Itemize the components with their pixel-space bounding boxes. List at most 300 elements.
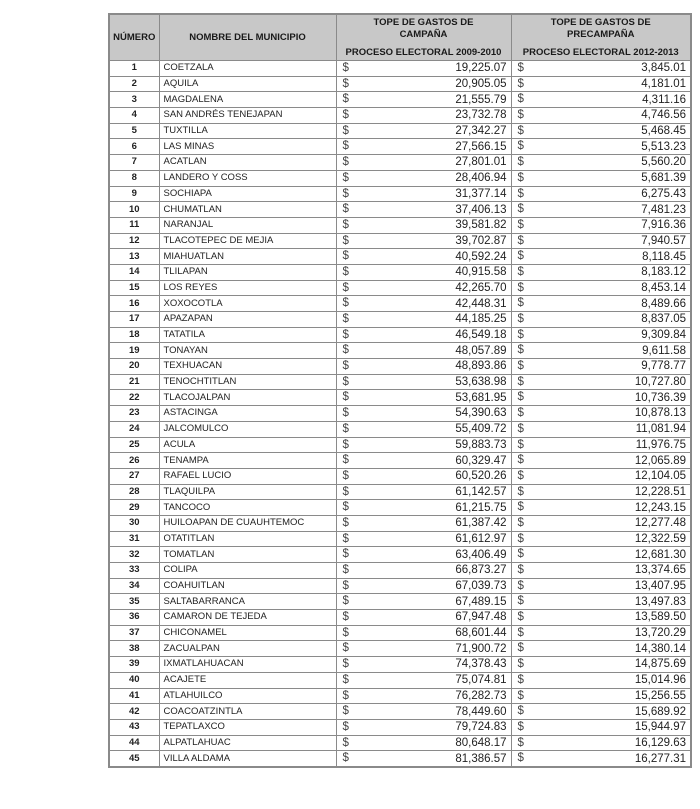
municipio-name: TOMATLAN (159, 547, 336, 563)
precampana-cell (511, 217, 691, 233)
currency-symbol: $ (342, 579, 349, 592)
precampana-amount: 12,228.51 (634, 485, 686, 498)
campana-cell (336, 735, 511, 751)
table-row (109, 657, 691, 673)
row-number: 13 (109, 249, 159, 265)
header-precampana (511, 14, 691, 61)
currency-symbol: $ (342, 548, 349, 561)
campana-cell (336, 563, 511, 579)
row-number: 12 (109, 233, 159, 249)
table-row (109, 76, 691, 92)
table-row (109, 500, 691, 516)
currency-symbol: $ (517, 109, 524, 122)
campana-amount: 23,732.78 (455, 109, 507, 122)
row-number: 9 (109, 186, 159, 202)
currency-symbol: $ (342, 752, 349, 765)
precampana-cell (511, 108, 691, 124)
campana-amount: 40,915.58 (455, 266, 507, 279)
currency-symbol: $ (342, 140, 349, 153)
precampana-amount: 5,468.45 (641, 125, 686, 138)
campana-cell (336, 359, 511, 375)
currency-symbol: $ (342, 124, 349, 137)
campana-cell (336, 233, 511, 249)
precampana-cell (511, 484, 691, 500)
row-number: 37 (109, 625, 159, 641)
currency-symbol: $ (342, 218, 349, 231)
precampana-amount: 12,277.48 (634, 517, 686, 530)
campana-cell (336, 500, 511, 516)
municipio-name: COETZALA (159, 61, 336, 77)
precampana-cell (511, 515, 691, 531)
currency-symbol: $ (517, 281, 524, 294)
currency-symbol: $ (517, 469, 524, 482)
municipio-name: TEXHUACAN (159, 359, 336, 375)
currency-symbol: $ (342, 234, 349, 247)
municipio-name: VILLA ALDAMA (159, 751, 336, 767)
currency-symbol: $ (517, 93, 524, 106)
currency-symbol: $ (517, 642, 524, 655)
campana-amount: 75,074.81 (455, 674, 507, 687)
precampana-amount: 11,976.75 (635, 438, 686, 451)
campana-amount: 61,215.75 (455, 501, 507, 514)
municipio-name: RAFAEL LUCIO (159, 468, 336, 484)
row-number: 2 (109, 76, 159, 92)
precampana-cell (511, 657, 691, 673)
currency-symbol: $ (342, 171, 349, 184)
row-number: 1 (109, 61, 159, 77)
header-campana-line2: CAMPAÑA (399, 28, 448, 40)
table-row (109, 186, 691, 202)
campana-amount: 61,612.97 (455, 532, 507, 545)
currency-symbol: $ (342, 109, 349, 122)
table-body (109, 61, 691, 767)
precampana-cell (511, 296, 691, 312)
currency-symbol: $ (342, 595, 349, 608)
precampana-amount: 7,916.36 (641, 219, 686, 232)
precampana-cell (511, 61, 691, 77)
currency-symbol: $ (517, 218, 524, 231)
campana-amount: 39,702.87 (455, 234, 507, 247)
campana-amount: 55,409.72 (455, 423, 507, 436)
table-row (109, 359, 691, 375)
precampana-cell (511, 406, 691, 422)
campana-cell (336, 672, 511, 688)
precampana-cell (511, 92, 691, 108)
table-row (109, 233, 691, 249)
table-row (109, 751, 691, 767)
campana-cell (336, 264, 511, 280)
currency-symbol: $ (517, 516, 524, 529)
precampana-cell (511, 688, 691, 704)
campana-amount: 61,142.57 (455, 485, 507, 498)
currency-symbol: $ (517, 595, 524, 608)
campana-amount: 79,724.83 (455, 721, 507, 734)
currency-symbol: $ (342, 485, 349, 498)
municipio-name: CHUMATLAN (159, 202, 336, 218)
currency-symbol: $ (517, 124, 524, 137)
currency-symbol: $ (517, 438, 524, 451)
row-number: 36 (109, 610, 159, 626)
municipio-name: MAGDALENA (159, 92, 336, 108)
row-number: 31 (109, 531, 159, 547)
currency-symbol: $ (517, 375, 524, 388)
currency-symbol: $ (342, 720, 349, 733)
currency-symbol: $ (342, 187, 349, 200)
precampana-cell (511, 312, 691, 328)
campana-cell (336, 657, 511, 673)
precampana-cell (511, 123, 691, 139)
currency-symbol: $ (342, 360, 349, 373)
precampana-amount: 13,497.83 (634, 595, 686, 608)
municipio-name: TLACOJALPAN (159, 390, 336, 406)
campana-cell (336, 437, 511, 453)
municipio-name: XOXOCOTLA (159, 296, 336, 312)
campana-amount: 60,520.26 (455, 470, 507, 483)
tope-gastos-table (108, 13, 692, 768)
row-number: 34 (109, 578, 159, 594)
row-number: 16 (109, 296, 159, 312)
currency-symbol: $ (342, 77, 349, 90)
currency-symbol: $ (342, 438, 349, 451)
table-row (109, 202, 691, 218)
precampana-cell (511, 390, 691, 406)
currency-symbol: $ (342, 407, 349, 420)
header-numero: NÚMERO (109, 14, 159, 61)
campana-cell (336, 751, 511, 767)
campana-cell (336, 610, 511, 626)
currency-symbol: $ (342, 626, 349, 639)
row-number: 29 (109, 500, 159, 516)
precampana-amount: 8,453.14 (641, 281, 686, 294)
precampana-amount: 15,014.96 (634, 674, 686, 687)
precampana-amount: 9,778.77 (641, 360, 686, 373)
campana-cell (336, 217, 511, 233)
currency-symbol: $ (517, 673, 524, 686)
campana-amount: 19,225.07 (455, 62, 507, 75)
campana-cell (336, 547, 511, 563)
campana-cell (336, 484, 511, 500)
municipio-name: LANDERO Y COSS (159, 170, 336, 186)
precampana-cell (511, 610, 691, 626)
campana-cell (336, 312, 511, 328)
campana-amount: 61,387.42 (455, 517, 507, 530)
row-number: 33 (109, 563, 159, 579)
precampana-amount: 12,065.89 (634, 454, 686, 467)
municipio-name: HUILOAPAN DE CUAUHTEMOC (159, 515, 336, 531)
campana-amount: 27,342.27 (455, 125, 507, 138)
precampana-amount: 12,681.30 (634, 548, 686, 561)
row-number: 23 (109, 406, 159, 422)
precampana-amount: 16,129.63 (634, 736, 686, 749)
campana-cell (336, 108, 511, 124)
header-municipio: NOMBRE DEL MUNICIPIO (159, 14, 336, 61)
precampana-amount: 16,277.31 (634, 752, 686, 765)
currency-symbol: $ (342, 62, 349, 74)
currency-symbol: $ (342, 391, 349, 404)
table-row (109, 374, 691, 390)
municipio-name: TATATILA (159, 327, 336, 343)
row-number: 38 (109, 641, 159, 657)
currency-symbol: $ (517, 140, 524, 153)
table-row (109, 217, 691, 233)
precampana-cell (511, 453, 691, 469)
precampana-amount: 5,560.20 (641, 156, 686, 169)
currency-symbol: $ (342, 203, 349, 216)
currency-symbol: $ (517, 265, 524, 278)
campana-cell (336, 468, 511, 484)
campana-cell (336, 719, 511, 735)
precampana-amount: 13,589.50 (634, 611, 686, 624)
precampana-cell (511, 594, 691, 610)
table-row (109, 296, 691, 312)
currency-symbol: $ (517, 234, 524, 247)
row-number: 41 (109, 688, 159, 704)
row-number: 8 (109, 170, 159, 186)
precampana-amount: 6,275.43 (641, 187, 686, 200)
precampana-cell (511, 327, 691, 343)
precampana-cell (511, 468, 691, 484)
municipio-name: SOCHIAPA (159, 186, 336, 202)
campana-cell (336, 61, 511, 77)
precampana-cell (511, 578, 691, 594)
table-row (109, 421, 691, 437)
table-row (109, 390, 691, 406)
precampana-amount: 8,837.05 (641, 313, 686, 326)
header-precampana-line1: TOPE DE GASTOS DE (550, 16, 651, 28)
campana-amount: 60,329.47 (455, 454, 507, 467)
row-number: 22 (109, 390, 159, 406)
row-number: 42 (109, 704, 159, 720)
currency-symbol: $ (342, 344, 349, 357)
currency-symbol: $ (517, 391, 524, 404)
campana-amount: 39,581.82 (455, 219, 507, 232)
campana-amount: 42,448.31 (455, 297, 507, 310)
campana-amount: 20,905.05 (455, 78, 507, 91)
table-row (109, 264, 691, 280)
campana-cell (336, 139, 511, 155)
municipio-name: ATLAHUILCO (159, 688, 336, 704)
campana-cell (336, 594, 511, 610)
currency-symbol: $ (342, 250, 349, 263)
currency-symbol: $ (517, 203, 524, 216)
campana-amount: 80,648.17 (455, 736, 507, 749)
precampana-amount: 8,118.45 (642, 250, 686, 263)
campana-amount: 44,185.25 (455, 313, 507, 326)
header-campana-sub: PROCESO ELECTORAL 2009-2010 (345, 46, 502, 58)
currency-symbol: $ (342, 736, 349, 749)
currency-symbol: $ (342, 313, 349, 325)
campana-cell (336, 625, 511, 641)
municipio-name: MIAHUATLAN (159, 249, 336, 265)
currency-symbol: $ (517, 485, 524, 498)
municipio-name: ACAJETE (159, 672, 336, 688)
campana-cell (336, 202, 511, 218)
municipio-name: ASTACINGA (159, 406, 336, 422)
municipio-name: NARANJAL (159, 217, 336, 233)
campana-amount: 78,449.60 (455, 705, 507, 718)
campana-cell (336, 155, 511, 171)
precampana-cell (511, 735, 691, 751)
currency-symbol: $ (517, 501, 524, 514)
precampana-amount: 15,256.55 (634, 689, 686, 702)
currency-symbol: $ (517, 62, 524, 74)
municipio-name: AQUILA (159, 76, 336, 92)
municipio-name: APAZAPAN (159, 312, 336, 328)
campana-amount: 59,883.73 (455, 438, 507, 451)
currency-symbol: $ (517, 171, 524, 184)
campana-cell (336, 280, 511, 296)
currency-symbol: $ (517, 611, 524, 624)
currency-symbol: $ (517, 297, 524, 310)
currency-symbol: $ (517, 720, 524, 733)
precampana-cell (511, 280, 691, 296)
campana-cell (336, 296, 511, 312)
currency-symbol: $ (517, 77, 524, 90)
municipio-name: TANCOCO (159, 500, 336, 516)
precampana-amount: 10,727.80 (634, 376, 686, 389)
municipio-name: OTATITLAN (159, 531, 336, 547)
row-number: 10 (109, 202, 159, 218)
campana-amount: 48,893.86 (455, 360, 507, 373)
precampana-cell (511, 751, 691, 767)
municipio-name: TLACOTEPEC DE MEJIA (159, 233, 336, 249)
campana-amount: 67,947.48 (455, 611, 507, 624)
campana-amount: 27,566.15 (455, 140, 507, 153)
precampana-cell (511, 719, 691, 735)
currency-symbol: $ (517, 454, 524, 467)
precampana-amount: 10,736.39 (634, 391, 686, 404)
table-row (109, 343, 691, 359)
campana-cell (336, 327, 511, 343)
municipio-name: JALCOMULCO (159, 421, 336, 437)
table-row (109, 719, 691, 735)
row-number: 4 (109, 108, 159, 124)
precampana-cell (511, 359, 691, 375)
municipio-name: ALPATLAHUAC (159, 735, 336, 751)
currency-symbol: $ (517, 689, 524, 702)
table-row (109, 610, 691, 626)
precampana-amount: 13,407.95 (634, 580, 686, 593)
campana-amount: 46,549.18 (455, 329, 507, 342)
municipio-name: COAHUITLAN (159, 578, 336, 594)
precampana-cell (511, 202, 691, 218)
campana-amount: 42,265.70 (455, 281, 507, 294)
table-row (109, 641, 691, 657)
precampana-amount: 14,875.69 (634, 658, 686, 671)
table-row (109, 170, 691, 186)
header-campana-line1: TOPE DE GASTOS DE (373, 16, 474, 28)
campana-amount: 21,555.79 (455, 93, 507, 106)
precampana-amount: 13,720.29 (634, 627, 686, 640)
campana-amount: 66,873.27 (455, 564, 507, 577)
precampana-cell (511, 170, 691, 186)
currency-symbol: $ (517, 532, 524, 545)
municipio-name: ACULA (159, 437, 336, 453)
campana-amount: 54,390.63 (455, 407, 507, 420)
currency-symbol: $ (517, 313, 524, 325)
table-row (109, 92, 691, 108)
campana-amount: 53,681.95 (455, 391, 507, 404)
currency-symbol: $ (342, 281, 349, 294)
currency-symbol: $ (342, 705, 349, 718)
campana-cell (336, 249, 511, 265)
table-row (109, 312, 691, 328)
currency-symbol: $ (342, 564, 349, 576)
precampana-amount: 3,845.01 (641, 62, 686, 75)
precampana-amount: 11,081.94 (635, 423, 686, 436)
table-row (109, 625, 691, 641)
precampana-cell (511, 186, 691, 202)
campana-amount: 81,386.57 (455, 752, 507, 765)
table-row (109, 515, 691, 531)
municipio-name: TENOCHTITLAN (159, 374, 336, 390)
campana-cell (336, 406, 511, 422)
precampana-amount: 12,104.05 (634, 470, 686, 483)
currency-symbol: $ (342, 516, 349, 529)
table-row (109, 578, 691, 594)
currency-symbol: $ (342, 156, 349, 169)
currency-symbol: $ (517, 579, 524, 592)
row-number: 11 (109, 217, 159, 233)
table-row (109, 563, 691, 579)
precampana-cell (511, 233, 691, 249)
currency-symbol: $ (342, 469, 349, 482)
precampana-cell (511, 625, 691, 641)
currency-symbol: $ (342, 454, 349, 467)
currency-symbol: $ (517, 564, 524, 576)
table-row (109, 594, 691, 610)
municipio-name: ACATLAN (159, 155, 336, 171)
table-row (109, 468, 691, 484)
municipio-name: TONAYAN (159, 343, 336, 359)
precampana-amount: 9,611.58 (642, 344, 686, 357)
campana-amount: 28,406.94 (455, 172, 507, 185)
precampana-cell (511, 421, 691, 437)
row-number: 39 (109, 657, 159, 673)
campana-amount: 68,601.44 (455, 627, 507, 640)
row-number: 28 (109, 484, 159, 500)
precampana-amount: 8,489.66 (641, 297, 686, 310)
table-header-row (109, 14, 691, 61)
campana-cell (336, 374, 511, 390)
table-row (109, 327, 691, 343)
campana-amount: 37,406.13 (455, 203, 507, 216)
currency-symbol: $ (517, 705, 524, 718)
row-number: 27 (109, 468, 159, 484)
table-row (109, 139, 691, 155)
table-row (109, 672, 691, 688)
currency-symbol: $ (342, 265, 349, 278)
municipio-name: TUXTILLA (159, 123, 336, 139)
precampana-cell (511, 374, 691, 390)
municipio-name: CHICONAMEL (159, 625, 336, 641)
table-row (109, 249, 691, 265)
currency-symbol: $ (342, 532, 349, 545)
currency-symbol: $ (517, 407, 524, 420)
precampana-cell (511, 343, 691, 359)
table-row (109, 531, 691, 547)
precampana-amount: 7,940.57 (641, 234, 686, 247)
table-row (109, 735, 691, 751)
precampana-amount: 5,513.23 (641, 140, 686, 153)
precampana-amount: 10,878.13 (634, 407, 686, 420)
currency-symbol: $ (517, 360, 524, 373)
campana-cell (336, 641, 511, 657)
campana-cell (336, 343, 511, 359)
campana-amount: 27,801.01 (455, 156, 507, 169)
currency-symbol: $ (342, 658, 349, 671)
row-number: 32 (109, 547, 159, 563)
